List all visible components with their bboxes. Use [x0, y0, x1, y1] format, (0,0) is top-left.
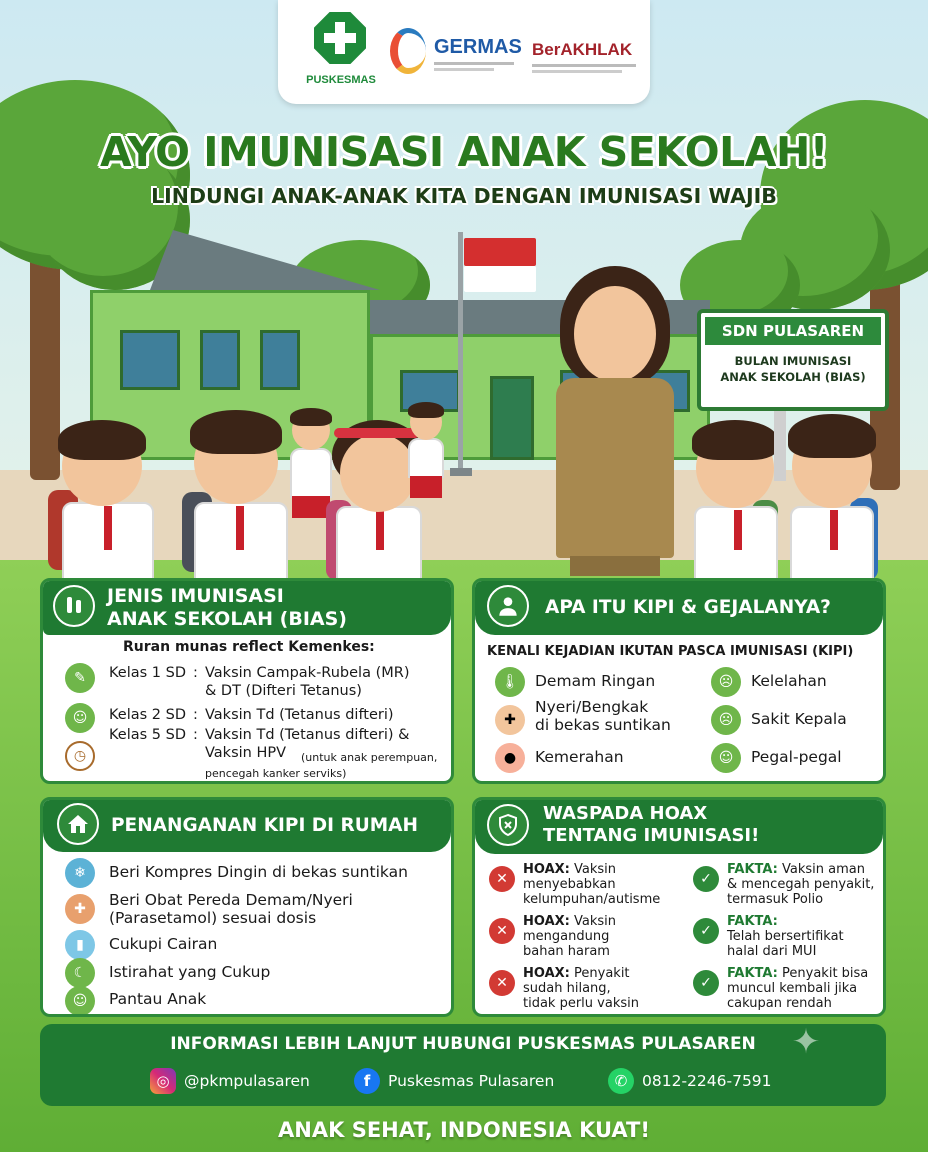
kipi-left-3: Kemerahan — [535, 748, 624, 766]
check-icon: ✓ — [693, 918, 719, 944]
x-icon: ✕ — [489, 970, 515, 996]
doctor-icon — [487, 585, 529, 627]
instagram-contact[interactable] — [150, 1068, 310, 1094]
hoax-2-line-1 — [523, 914, 616, 929]
fact-2-line-3: halal dari MUI — [727, 944, 817, 959]
fact-3-text: Penyakit bisa — [782, 966, 869, 981]
bias-panel — [40, 578, 454, 784]
bias-row-2-grade: Kelas 2 SD — [109, 707, 186, 723]
bias-row-3-vaccine-2: Vaksin HPV — [205, 745, 287, 761]
fact-3-tag: FAKTA: — [727, 966, 778, 981]
hoax-title-line-1: WASPADA HOAX — [543, 803, 708, 824]
logo-band — [278, 0, 650, 104]
home-care-panel — [40, 797, 454, 1017]
whatsapp-number: 0812-2246-7591 — [642, 1072, 772, 1090]
kipi-right-1: Kelelahan — [751, 672, 827, 690]
home-care-title: PENANGANAN KIPI DI RUMAH — [111, 815, 418, 836]
tired-face-icon: ☹ — [711, 667, 741, 697]
hoax-3-line-3: tidak perlu vaksin — [523, 996, 639, 1011]
fact-1-tag: FAKTA: — [727, 862, 778, 877]
fact-3-line-2: muncul kembali jika — [727, 981, 858, 996]
bias-row-2-sep: : — [193, 707, 198, 723]
school-sign — [697, 309, 889, 411]
fact-2-line-2: Telah bersertifikat — [727, 929, 844, 944]
hoax-2-line-3: bahan haram — [523, 944, 610, 959]
hoax-1-tag: HOAX: — [523, 862, 570, 877]
home-item-2: Beri Obat Pereda Demam/Nyeri — [109, 891, 353, 909]
fact-2-line-1 — [727, 914, 778, 929]
hoax-1-text: Vaksin — [574, 862, 617, 877]
hoax-panel-header — [475, 800, 883, 854]
home-item-4: Istirahat yang Cukup — [109, 963, 271, 981]
x-icon: ✕ — [489, 918, 515, 944]
teacher-illustration — [540, 266, 690, 576]
hoax-3-text: Penyakit — [574, 966, 630, 981]
facebook-icon: f — [354, 1068, 380, 1094]
clock-icon: ◷ — [65, 741, 95, 771]
kipi-right-3: Pegal-pegal — [751, 748, 842, 766]
sign-line-1: BULAN IMUNISASI — [734, 354, 852, 368]
child-face-icon: ☺ — [65, 986, 95, 1016]
student-illustration-5 — [404, 402, 448, 512]
hoax-2-tag: HOAX: — [523, 914, 570, 929]
bias-title-line-1: JENIS IMUNISASI — [107, 585, 284, 607]
kipi-left-2: Nyeri/Bengkak — [535, 698, 649, 716]
child-icon: ☺ — [65, 703, 95, 733]
check-icon: ✓ — [693, 970, 719, 996]
fact-2-tag: FAKTA: — [727, 914, 778, 929]
bias-row-3-sep: : — [193, 727, 198, 743]
rest-icon: ☾ — [65, 958, 95, 988]
subtitle: LINDUNGI ANAK-ANAK KITA DENGAN IMUNISASI WAJIB — [151, 184, 777, 208]
whatsapp-icon: ✆ — [608, 1068, 634, 1094]
fact-1-text: Vaksin aman — [782, 862, 866, 877]
fact-1-line-3: termasuk Polio — [727, 892, 824, 907]
facebook-contact[interactable] — [354, 1068, 554, 1094]
bias-row-3-grade: Kelas 5 SD — [109, 727, 186, 743]
x-icon: ✕ — [489, 866, 515, 892]
cold-compress-icon: ❄ — [65, 858, 95, 888]
student-illustration-1 — [48, 420, 168, 580]
home-item-5: Pantau Anak — [109, 990, 207, 1008]
sign-line-2: ANAK SEKOLAH (BIAS) — [720, 370, 866, 384]
vaccine-vial-icon — [53, 585, 95, 627]
bias-row-3-vaccine: Vaksin Td (Tetanus difteri) & — [205, 727, 410, 743]
hoax-1-line-3: kelumpuhan/autisme — [523, 892, 661, 907]
kipi-right-2: Sakit Kepala — [751, 710, 847, 728]
fact-3-line-3: cakupan rendah — [727, 996, 832, 1011]
home-care-header — [43, 800, 451, 852]
fact-3-line-1 — [727, 966, 868, 981]
student-illustration-6 — [688, 420, 788, 580]
kipi-intro: KENALI KEJADIAN IKUTAN PASCA IMUNISASI (KIPI) — [487, 644, 854, 659]
bias-row-3-note: (untuk anak perempuan, — [301, 751, 438, 764]
kipi-left-2b: di bekas suntikan — [535, 716, 671, 734]
hoax-title-line-2: TENTANG IMUNISASI! — [543, 825, 760, 846]
hoax-panel — [472, 797, 886, 1017]
puskesmas-logo-text: PUSKESMAS — [306, 74, 376, 86]
bias-row-2-vaccine: Vaksin Td (Tetanus difteri) — [205, 707, 394, 723]
kipi-panel — [472, 578, 886, 784]
hoax-1-line-2: menyebabkan — [523, 877, 616, 892]
check-icon: ✓ — [693, 866, 719, 892]
medicine-icon: ✚ — [65, 894, 95, 924]
student-illustration-7 — [784, 414, 884, 580]
indonesian-flag — [458, 232, 538, 477]
germas-logo-text: GERMAS — [434, 36, 522, 58]
student-illustration-2 — [178, 410, 298, 580]
footer-title: INFORMASI LEBIH LANJUT HUBUNGI PUSKESMAS PULASAREN — [170, 1034, 756, 1054]
home-item-1: Beri Kompres Dingin di bekas suntikan — [109, 863, 408, 881]
hoax-3-line-1 — [523, 966, 630, 981]
sore-body-icon: ☺ — [711, 743, 741, 773]
kipi-title: APA ITU KIPI & GEJALANYA? — [545, 597, 831, 618]
syringe-icon: ✎ — [65, 663, 95, 693]
kipi-panel-header — [475, 581, 883, 635]
contact-footer — [40, 1024, 886, 1106]
arm-icon: ✚ — [495, 705, 525, 735]
slogan: ANAK SEHAT, INDONESIA KUAT! — [278, 1118, 650, 1142]
puskesmas-logo — [304, 12, 378, 94]
sparkle-icon: ✦ — [791, 1022, 821, 1062]
main-title: AYO IMUNISASI ANAK SEKOLAH! — [100, 128, 828, 176]
sign-post — [774, 411, 786, 481]
hoax-3-tag: HOAX: — [523, 966, 570, 981]
bias-row-1-vaccine: Vaksin Campak-Rubela (MR) — [205, 665, 410, 681]
water-bottle-icon: ▮ — [65, 930, 95, 960]
fact-1-line-1 — [727, 862, 865, 877]
shield-x-icon — [487, 804, 529, 846]
thermometer-icon: 🌡 — [495, 667, 525, 697]
berakhlak-logo-text: BerAKHLAK — [532, 40, 633, 59]
hoax-2-line-2: mengandung — [523, 929, 610, 944]
bias-row-1-sep: : — [193, 665, 198, 681]
redness-icon: ● — [495, 743, 525, 773]
home-item-2b: (Parasetamol) sesuai dosis — [109, 909, 317, 927]
germas-logo — [390, 22, 522, 82]
bias-intro: Ruran munas reflect Kemenkes: — [123, 639, 375, 655]
hoax-3-line-2: sudah hilang, — [523, 981, 611, 996]
instagram-icon: ◎ — [150, 1068, 176, 1094]
headache-icon: ☹ — [711, 705, 741, 735]
bias-row-1-vaccine-2: & DT (Difteri Tetanus) — [205, 683, 362, 699]
whatsapp-contact[interactable] — [608, 1068, 772, 1094]
bias-panel-header — [43, 581, 451, 635]
fact-1-line-2: & mencegah penyakit, — [727, 877, 875, 892]
instagram-handle: @pkmpulasaren — [184, 1072, 310, 1090]
bias-row-1-grade: Kelas 1 SD — [109, 665, 186, 681]
berakhlak-logo — [532, 30, 642, 80]
hoax-2-text: Vaksin — [574, 914, 617, 929]
bias-title-line-2: ANAK SEKOLAH (BIAS) — [107, 608, 347, 630]
home-item-3: Cukupi Cairan — [109, 935, 218, 953]
bias-row-3-note-2: pencegah kanker serviks) — [205, 767, 347, 780]
facebook-page: Puskesmas Pulasaren — [388, 1072, 555, 1090]
house-icon — [57, 803, 99, 845]
hoax-1-line-1 — [523, 862, 616, 877]
kipi-left-1: Demam Ringan — [535, 672, 656, 690]
sign-school-name: SDN PULASAREN — [705, 317, 881, 345]
